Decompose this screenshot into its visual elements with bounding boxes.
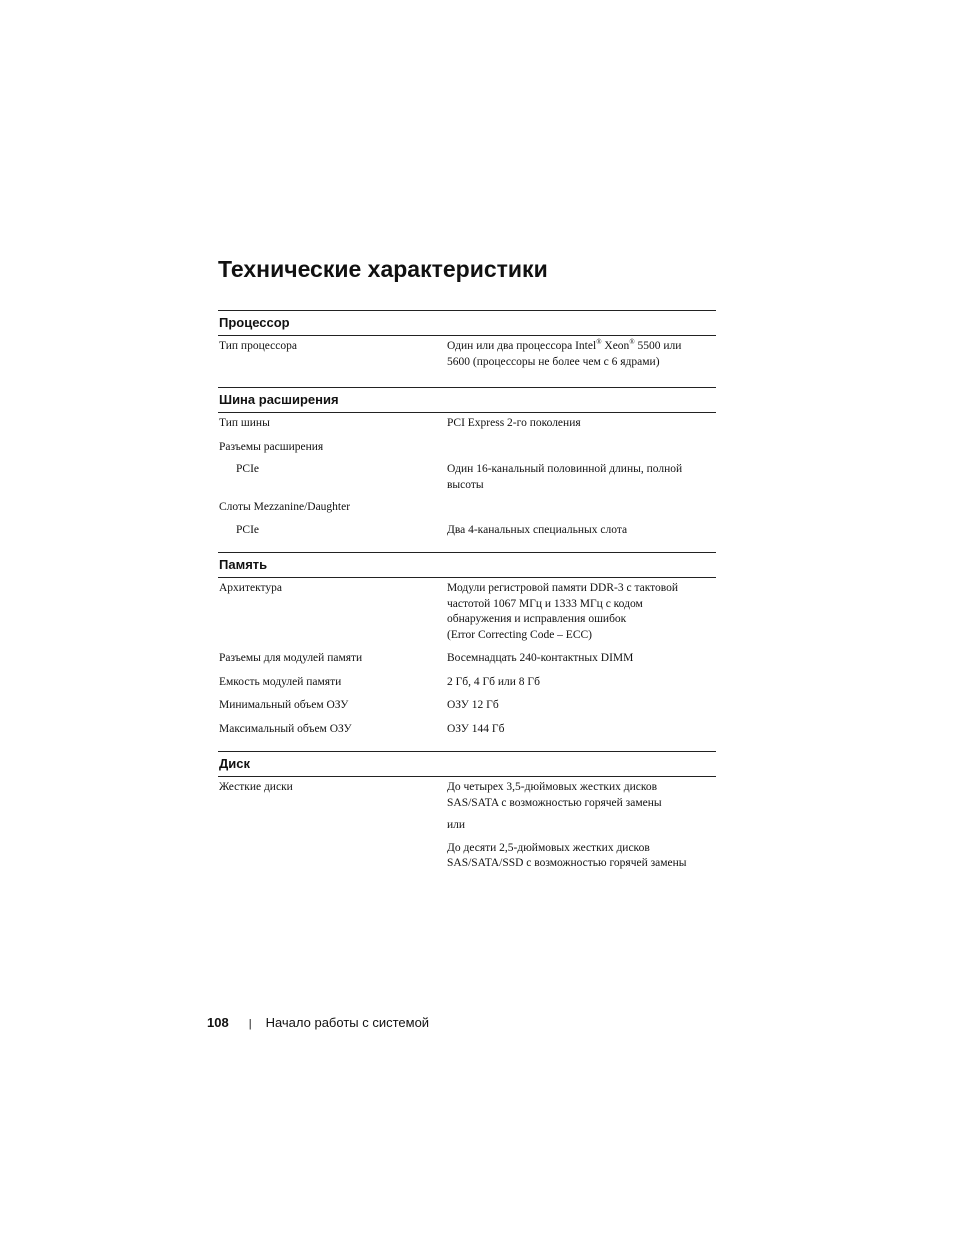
spec-label: Слоты Mezzanine/Daughter [219,501,351,513]
section-memory [218,552,716,751]
spec-label: Жесткие диски [219,781,293,793]
spec-label: Максимальный объем ОЗУ [219,722,352,735]
spec-label: Разъемы расширения [219,440,324,453]
spec-row [218,675,716,691]
page-title: Технические характеристики [218,256,548,282]
spec-label: Архитектура [219,582,283,594]
page-footer [207,1015,429,1030]
section-bus [218,387,716,552]
spec-value: ОЗУ 12 Гб [447,699,499,711]
spec-row [218,523,716,539]
spec-row [218,440,716,456]
spec-value: Два 4-канальных специальных слота [447,523,628,536]
spec-label: Разъемы для модулей памяти [219,652,363,664]
spec-label: PCIe [236,523,259,536]
spec-value: Один 16-канальный половинной длины, полной высоты [447,463,683,491]
spec-table [218,310,716,886]
spec-value: Восемнадцать 240-контактных DIMM [447,652,634,664]
spec-label: Тип шины [219,417,270,429]
spec-label: Емкость модулей памяти [219,675,342,688]
footer-separator: | [248,1018,252,1030]
section-heading: Диск [218,752,716,777]
chapter-title: Начало работы с системой [265,1015,430,1030]
spec-value [447,440,707,456]
spec-value: ОЗУ 144 Гб [447,722,505,735]
spec-row [218,722,716,738]
page-number: 108 [207,1015,229,1030]
spec-label: Минимальный объем ОЗУ [219,699,349,711]
spec-row [218,651,716,667]
section-cpu [218,310,716,387]
spec-value: 2 Гб, 4 Гб или 8 Гб [447,675,540,688]
spec-label: Тип процессора [219,340,297,352]
spec-value [447,500,707,516]
spec-row [218,339,716,370]
section-disk [218,751,716,886]
section-heading: Память [218,553,716,578]
spec-row [218,698,716,714]
spec-label: PCIe [236,463,259,475]
spec-row [218,500,716,516]
spec-row [218,416,716,432]
spec-value: До четырех 3,5-дюймовых жестких дисков SAS/SATA с возможностью горячей замены или До десяти 2,5-дюймовых жестких дисков SAS/SATA/SSD с возможностью горячей замены [447,781,687,869]
section-heading: Процессор [218,311,716,336]
section-heading: Шина расширения [218,388,716,413]
spec-value: Один или два процессора Intel® Xeon® 5500 или 5600 (процессоры не более чем с 6 ядрами) [447,338,682,368]
spec-row [218,462,716,493]
spec-row [218,581,716,643]
spec-value: PCI Express 2-го поколения [447,417,581,429]
spec-value: Модули регистровой памяти DDR-3 с тактовой частотой 1067 МГц и 1333 МГц с кодом обнаружения и исправления ошибок (Error Correcting Code – ECC) [447,582,679,641]
spec-row [218,780,716,872]
